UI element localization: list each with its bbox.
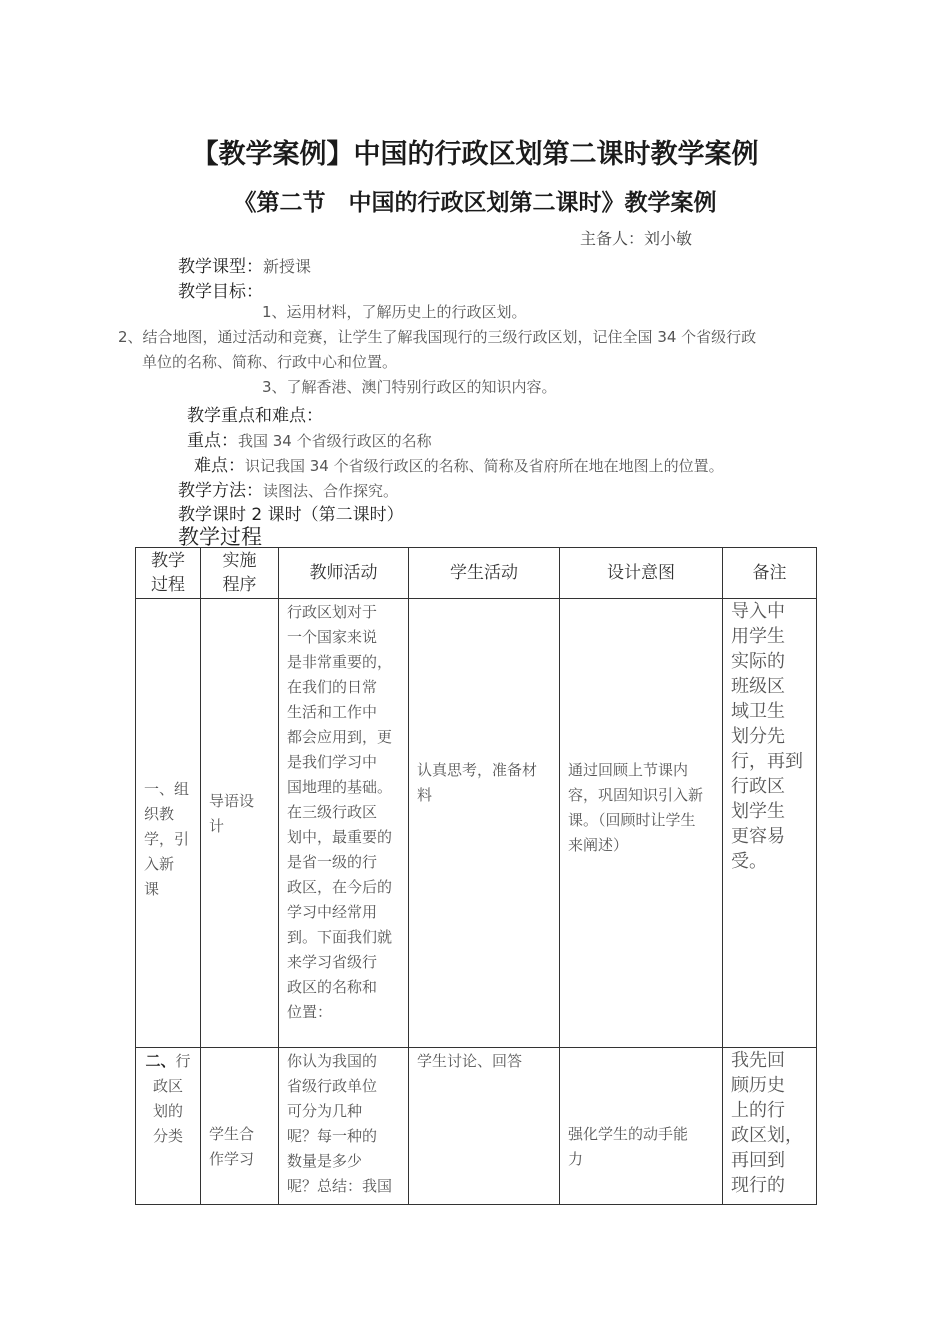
row1-teacher-activity: 行政区划对于 一个国家来说 是非常重要的， 在我们的日常 生活和工作中 都会应用到，更 是我们学习中 国地理的基础。 在三级行政区 划中，最重要的 是省一级的行 政区，在今后的 学习中经常用 到。下面我们就 来学习省级行 政区的名称和 位置：: [287, 603, 393, 1021]
objective-2: 2、结合地图，通过活动和竞赛，让学生了解我国现行的三级行政区划，记住全国 34 个省级行政: [118, 328, 757, 346]
row2-student-activity: 学生讨论、回答: [417, 1052, 523, 1070]
objectives-label: 教学目标：: [178, 282, 263, 302]
teaching-hours-value: 2 课时（第二课时）: [246, 505, 404, 525]
teaching-method: [178, 476, 398, 501]
key-point-label: 重点：: [187, 431, 238, 451]
process-table: [135, 547, 817, 1205]
objective-2-continued: 单位的名称、简称、行政中心和位置。: [142, 353, 398, 371]
document-title: 【教学案例】中国的行政区划第二课时教学案例: [191, 139, 759, 170]
row1-design-intent: 通过回顾上节课内 容，巩固知识引入新 课。（回顾时让学生 来阐述）: [568, 760, 704, 854]
objective-3: 3、了解香港、澳门特别行政区的知识内容。: [262, 378, 557, 396]
header-stage: 教学 过程: [136, 548, 201, 599]
row2-procedure: 学生合 作学习: [209, 1125, 255, 1168]
author: 主备人：刘小敏: [580, 229, 693, 248]
row1-stage: 一、组 织教 学，引 入新 课: [144, 780, 190, 898]
header-teacher-activity: 教师活动: [279, 548, 409, 599]
key-difficulty-label: 教学重点和难点：: [187, 406, 323, 426]
objective-1: 1、运用材料，了解历史上的行政区划。: [262, 303, 527, 321]
difficulty-value: 识记我国 34 个省级行政区的名称、简称及省府所在地在地图上的位置。: [245, 457, 724, 475]
header-student-activity: 学生活动: [409, 548, 560, 599]
course-type: [178, 252, 311, 277]
row1-student-activity: 认真思考，准备材 料: [417, 760, 538, 804]
course-type-value: 新授课: [263, 257, 312, 276]
difficulty-label: 难点：: [194, 456, 245, 476]
process-title: 教学过程: [178, 525, 262, 549]
teaching-hours-label: 教学课时: [178, 505, 246, 525]
key-point-value: 我国 34 个省级行政区的名称: [238, 432, 432, 450]
row1-procedure: 导语设 计: [209, 791, 255, 835]
row2-notes: 我先回 顾历史 上的行 政区划， 再回到 现行的: [731, 1050, 803, 1196]
header-notes: 备注: [723, 548, 817, 599]
row2-stage: [136, 1048, 200, 1154]
row1-notes: 导入中 用学生 实际的 班级区 域卫生 划分先 行，再到 行政区 划学生 更容易 受。: [731, 601, 803, 872]
table-header-row: [136, 548, 817, 599]
header-procedure: 实施 程序: [201, 548, 279, 599]
table-row: [136, 1048, 817, 1205]
row2-stage-text: 行 政区 划的 分类: [152, 1052, 191, 1145]
difficulty: [194, 451, 724, 476]
row2-stage-number: 二、: [145, 1052, 176, 1070]
row2-teacher-activity: 你认为我国的 省级行政单位 可分为几种 呢？每一种的 数量是多少 呢？总结：我国: [287, 1052, 393, 1195]
document-subtitle: 《第二节 中国的行政区划第二课时》教学案例: [233, 190, 717, 216]
row2-design-intent: 强化学生的动手能 力: [568, 1125, 689, 1168]
table-row: [136, 599, 817, 1048]
header-design-intent: 设计意图: [560, 548, 723, 599]
key-point: [187, 426, 432, 451]
course-type-label: 教学课型：: [178, 257, 263, 277]
teaching-method-value: 读图法、合作探究。: [263, 482, 399, 500]
teaching-method-label: 教学方法：: [178, 481, 263, 501]
